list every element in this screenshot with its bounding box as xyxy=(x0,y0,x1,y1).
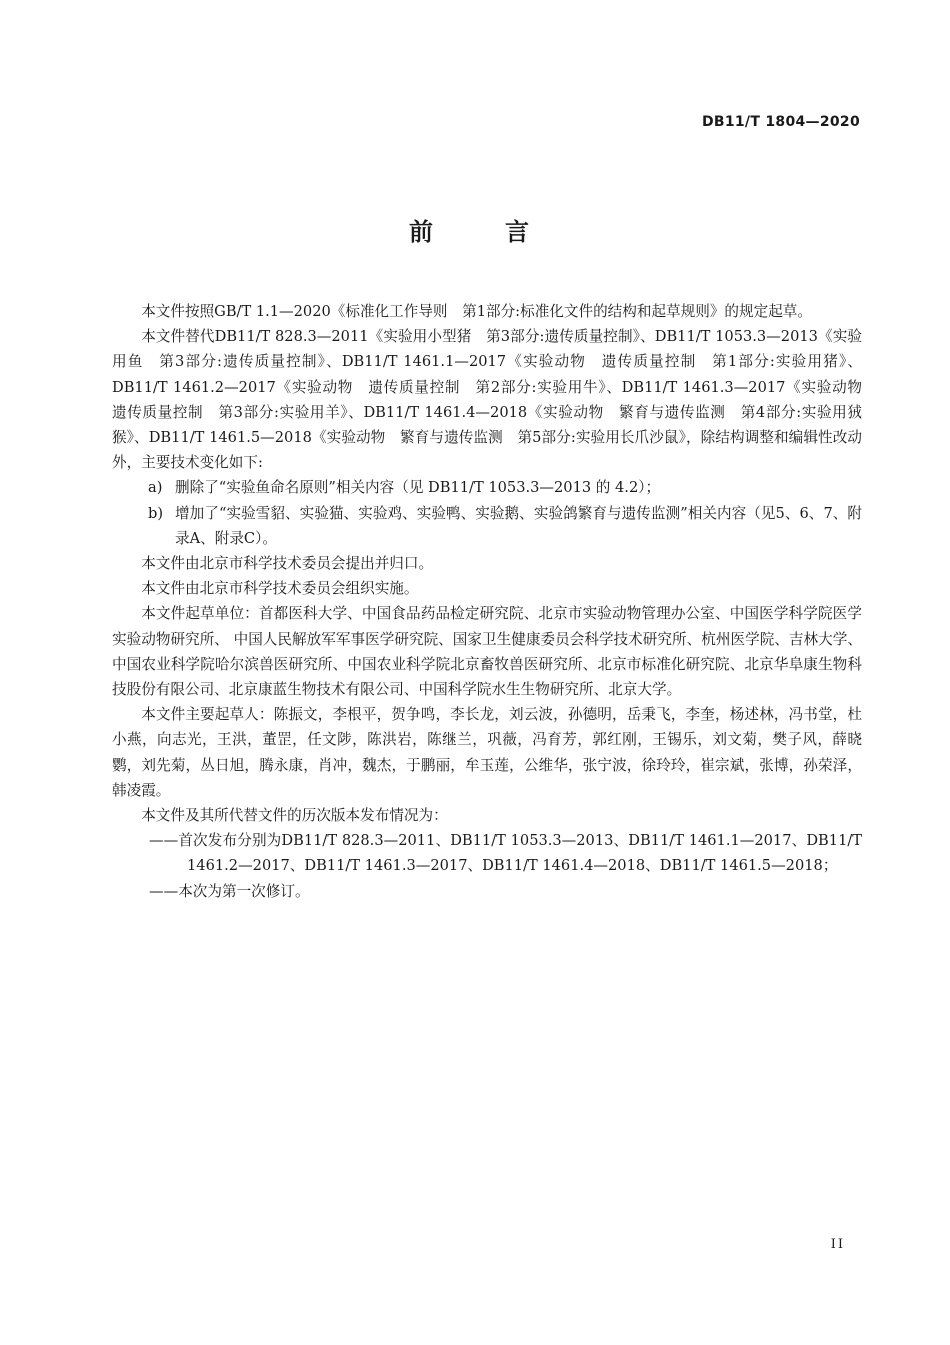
list-item-b xyxy=(112,501,862,551)
paragraph-version-history: 本文件及其所代替文件的历次版本发布情况为： xyxy=(141,807,448,825)
list-item-a-text: 删除了“实验鱼命名原则”相关内容（见 DB11/T 1053.3—2013 的 4.2）； xyxy=(175,479,661,497)
document-code: DB11/T 1804—2020 xyxy=(701,114,860,130)
list-marker-b: b) xyxy=(148,504,164,522)
list-item-b-text: 增加了“实验雪貂、实验猫、实验鸡、实验鸭、实验鹅、实验鸽繁育与遗传监测”相关内容（见5、6、7、附录A、附录C）。 xyxy=(175,504,862,547)
version-history-item-first: ——首次发布分别为DB11/T 828.3—2011、DB11/T 1053.3—2013、DB11/T 1461.1—2017、DB11/T 1461.2—2017、DB11/T 1461.3—2017、DB11/T 1461.4—2018、DB11/T 1461.5—2018； xyxy=(149,832,862,875)
list-item-a xyxy=(112,475,862,500)
paragraph-drafting-units: 本文件起草单位：首都医科大学、中国食品药品检定研究院、北京市实验动物管理办公室、中国医学科学院医学实验动物研究所、 中国人民解放军军事医学研究院、国家卫生健康委员会科学技术研究所、杭州医学院、吉林大学、中国农业科学院哈尔滨兽医研究所、中国农业科学院北京畜牧兽医研究所、北京市标准化研究院、北京华阜康生物科技股份有限公司、北京康蓝生物技术有限公司、中国科学院水生生物研究所、北京大学。 xyxy=(112,605,862,699)
version-history-item-revision: ——本次为第一次修订。 xyxy=(149,882,310,900)
page-number: II xyxy=(830,1237,845,1252)
paragraph-drafters: 本文件主要起草人：陈振文，李根平，贺争鸣，李长龙，刘云波，孙德明，岳秉飞，李奎，杨述林，冯书堂，杜小燕，向志光，王洪，董罡，任文陟，陈洪岩，陈继兰，巩薇，冯育芳，郭红刚，王锡乐，刘文菊，樊子风，薛晓鹦，刘先菊，丛日旭，腾永康，肖冲，魏杰，于鹏丽，牟玉莲，公维华，张宁波，徐玲玲，崔宗斌，张博，孙荣泽，韩凌霞。 xyxy=(112,706,862,799)
paragraph-replacement: 本文件替代DB11/T 828.3—2011《实验用小型猪 第3部分:遗传质量控制》、DB11/T 1053.3—2013《实验用鱼 第3部分:遗传质量控制》、DB11/T 1461.1—2017《实验动物 遗传质量控制 第1部分:实验用猪》、DB11/T 1461.2—2017《实验动物 遗传质量控制 第2部分:实验用牛》、DB11/T 1461.3—2017《实验动物 遗传质量控制 第3部分:实验用羊》、DB11/T 1461.4—2018《实验动物 繁育与遗传监测 第4部分:实验用狨猴》、DB11/T 1461.5—2018《实验动物 繁育与遗传监测 第5部分:实验用长爪沙鼠》，除结构调整和编辑性改动外，主要技术变化如下: xyxy=(112,328,877,472)
paragraph-drafting-rules: 本文件按照GB/T 1.1—2020《标准化工作导则 第1部分:标准化文件的结构和起草规则》的规定起草。 xyxy=(141,303,812,320)
page-title: 前 言 xyxy=(409,218,553,246)
list-marker-a: a) xyxy=(148,479,163,497)
paragraph-organizer: 本文件由北京市科学技术委员会组织实施。 xyxy=(141,580,419,598)
paragraph-proposer: 本文件由北京市科学技术委员会提出并归口。 xyxy=(141,555,434,573)
foreword-body xyxy=(112,299,877,904)
